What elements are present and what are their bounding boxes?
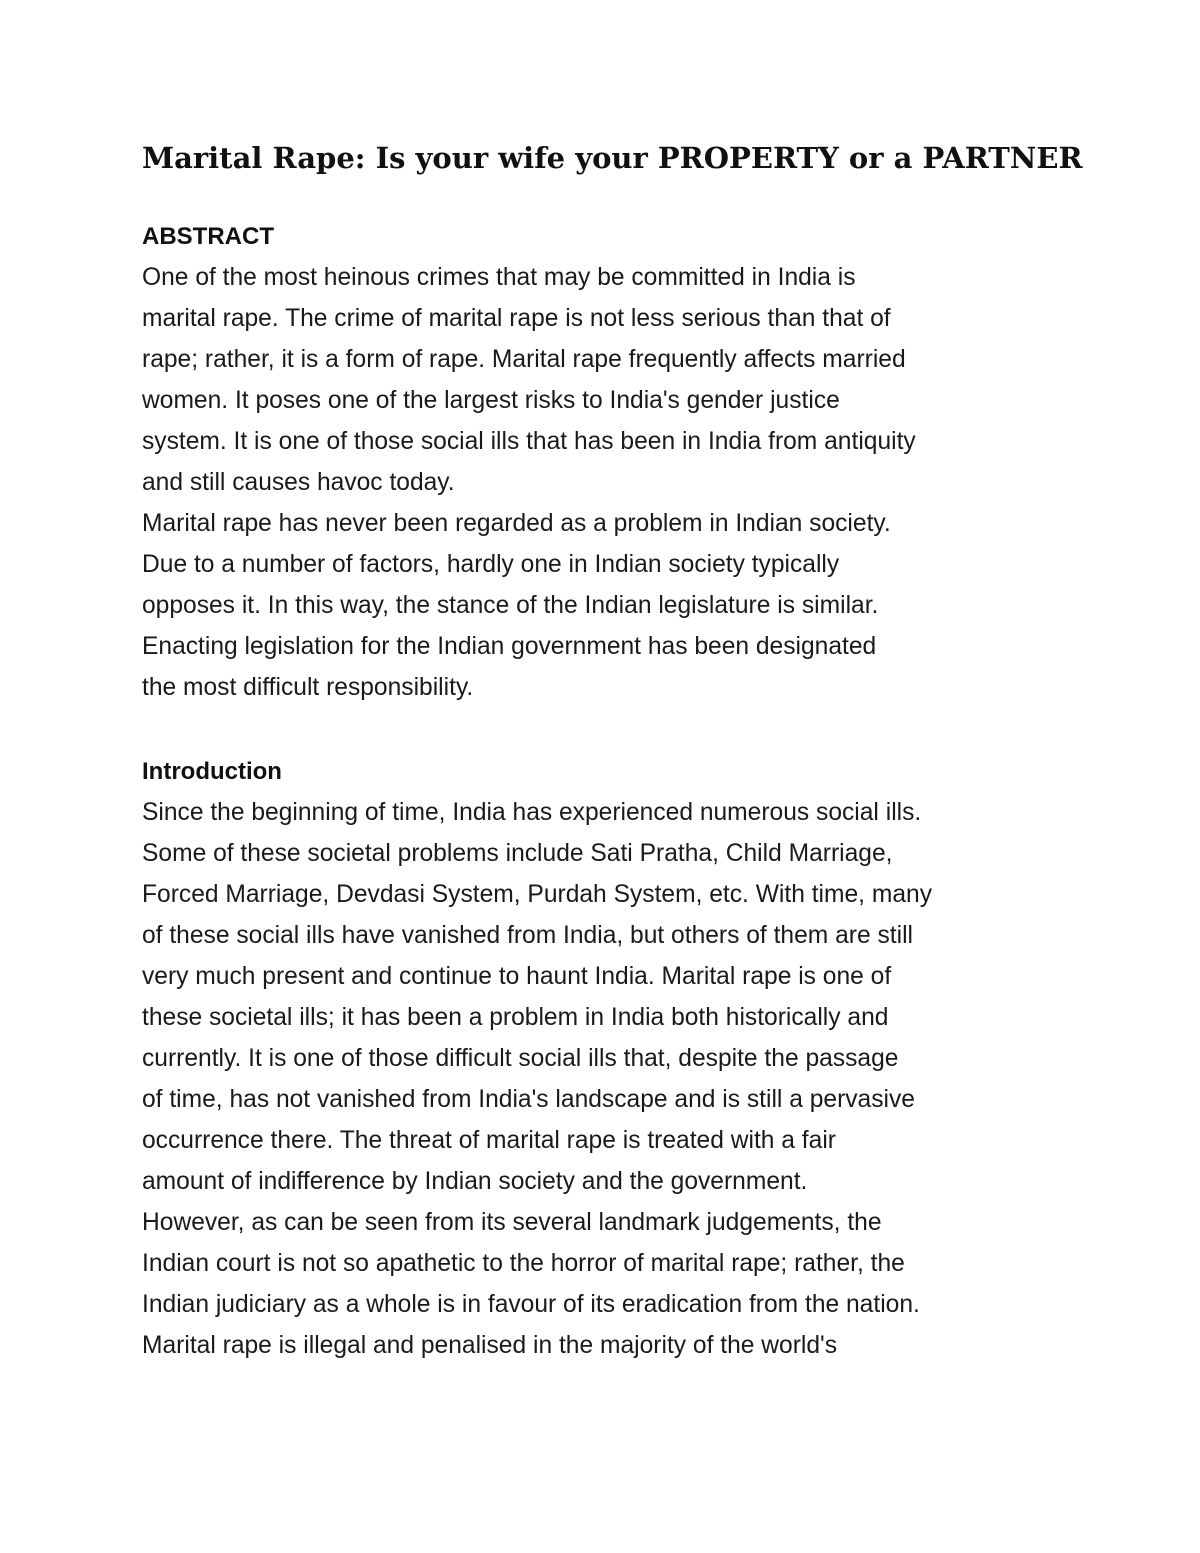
abstract-line: the most difficult responsibility. <box>142 674 474 701</box>
introduction-line: currently. It is one of those difficult social ills that, despite the passage <box>142 1045 899 1072</box>
introduction-section <box>142 751 1082 1366</box>
introduction-line: Indian judiciary as a whole is in favour of its eradication from the nation. <box>142 1291 920 1318</box>
introduction-line: Some of these societal problems include Sati Pratha, Child Marriage, <box>142 840 893 867</box>
introduction-line: Since the beginning of time, India has experienced numerous social ills. <box>142 799 922 826</box>
introduction-line: Forced Marriage, Devdasi System, Purdah System, etc. With time, many <box>142 881 932 908</box>
introduction-line: However, as can be seen from its several landmark judgements, the <box>142 1209 882 1236</box>
abstract-line: opposes it. In this way, the stance of the Indian legislature is similar. <box>142 592 879 619</box>
introduction-line: of time, has not vanished from India's landscape and is still a pervasive <box>142 1086 915 1113</box>
introduction-line: of these social ills have vanished from India, but others of them are still <box>142 922 913 949</box>
document-title: Marital Rape: Is your wife your PROPERTY or a PARTNER <box>142 141 1083 175</box>
abstract-line: marital rape. The crime of marital rape is not less serious than that of <box>142 305 891 332</box>
abstract-body <box>142 257 1082 708</box>
introduction-body <box>142 792 1082 1366</box>
abstract-line: Due to a number of factors, hardly one in Indian society typically <box>142 551 840 578</box>
introduction-heading: Introduction <box>142 758 282 785</box>
introduction-line: Indian court is not so apathetic to the horror of marital rape; rather, the <box>142 1250 905 1277</box>
introduction-line: amount of indifference by Indian society and the government. <box>142 1168 808 1195</box>
abstract-line: and still causes havoc today. <box>142 469 455 496</box>
abstract-line: women. It poses one of the largest risks to India's gender justice <box>142 387 840 414</box>
abstract-line: Marital rape has never been regarded as a problem in Indian society. <box>142 510 891 537</box>
abstract-line: rape; rather, it is a form of rape. Marital rape frequently affects married <box>142 346 906 373</box>
abstract-line: One of the most heinous crimes that may be committed in India is <box>142 264 856 291</box>
abstract-line: system. It is one of those social ills that has been in India from antiquity <box>142 428 916 455</box>
introduction-line: Marital rape is illegal and penalised in the majority of the world's <box>142 1332 838 1359</box>
abstract-heading: ABSTRACT <box>142 223 274 250</box>
introduction-line: occurrence there. The threat of marital rape is treated with a fair <box>142 1127 836 1154</box>
introduction-line: these societal ills; it has been a problem in India both historically and <box>142 1004 889 1031</box>
abstract-section <box>142 216 1082 708</box>
introduction-line: very much present and continue to haunt India. Marital rape is one of <box>142 963 892 990</box>
abstract-line: Enacting legislation for the Indian government has been designated <box>142 633 877 660</box>
